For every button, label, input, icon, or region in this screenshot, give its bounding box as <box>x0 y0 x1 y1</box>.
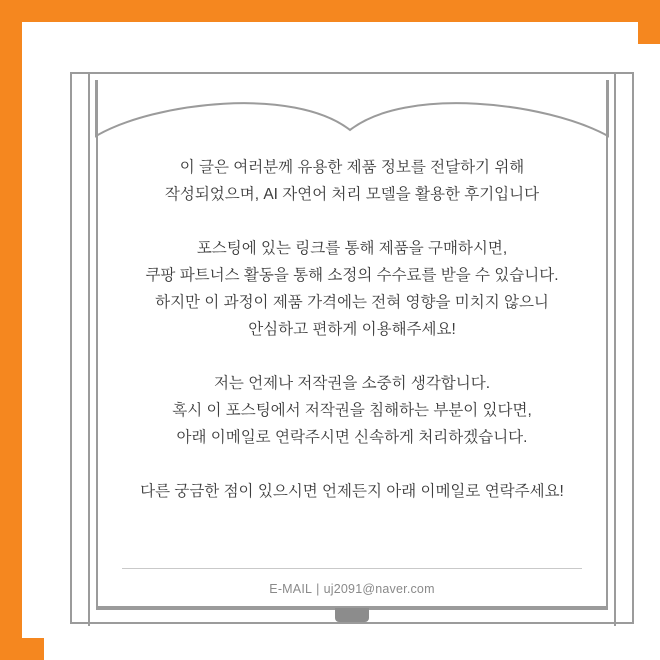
paragraph-line: 저는 언제나 저작권을 소중히 생각합니다. <box>213 375 491 392</box>
paragraph-line: 하지만 이 과정이 제품 가격에는 전혀 영향을 미치지 않으니 <box>155 294 549 311</box>
email-contact-row <box>70 582 634 596</box>
paragraph-disclosure-affiliate <box>70 235 634 343</box>
notice-card <box>44 44 660 660</box>
paragraph-line: 혹시 이 포스팅에서 저작권을 침해하는 부분이 있다면, <box>172 402 532 419</box>
paragraph-disclosure-copyright <box>70 370 634 451</box>
email-address[interactable]: uj2091@naver.com <box>323 582 435 596</box>
paragraph-line: 포스팅에 있는 링크를 통해 제품을 구매하시면, <box>196 240 508 257</box>
book-bottom-tab <box>335 608 369 622</box>
paragraph-line: 쿠팡 파트너스 활동을 통해 소정의 수수료를 받을 수 있습니다. <box>145 267 559 284</box>
email-label: E-MAIL <box>269 582 313 596</box>
paragraph-line: 작성되었으며, AI 자연어 처리 모델을 활용한 후기입니다 <box>164 186 540 203</box>
paragraph-line: 아래 이메일로 연락주시면 신속하게 처리하겠습니다. <box>176 429 528 446</box>
paragraph-line: 이 글은 여러분께 유용한 제품 정보를 전달하기 위해 <box>179 159 525 176</box>
book-page-top-curve-icon <box>94 78 610 138</box>
paragraph-disclosure-ai <box>70 154 634 208</box>
paragraph-line: 다른 궁금한 점이 있으시면 언제든지 아래 이메일로 연락주세요! <box>140 483 564 500</box>
email-divider <box>122 568 582 569</box>
paragraph-disclosure-contact <box>70 478 634 505</box>
email-separator: | <box>316 582 320 596</box>
paragraph-line: 안심하고 편하게 이용해주세요! <box>248 321 456 338</box>
open-book-illustration <box>70 72 634 624</box>
notice-text-block <box>70 154 634 505</box>
